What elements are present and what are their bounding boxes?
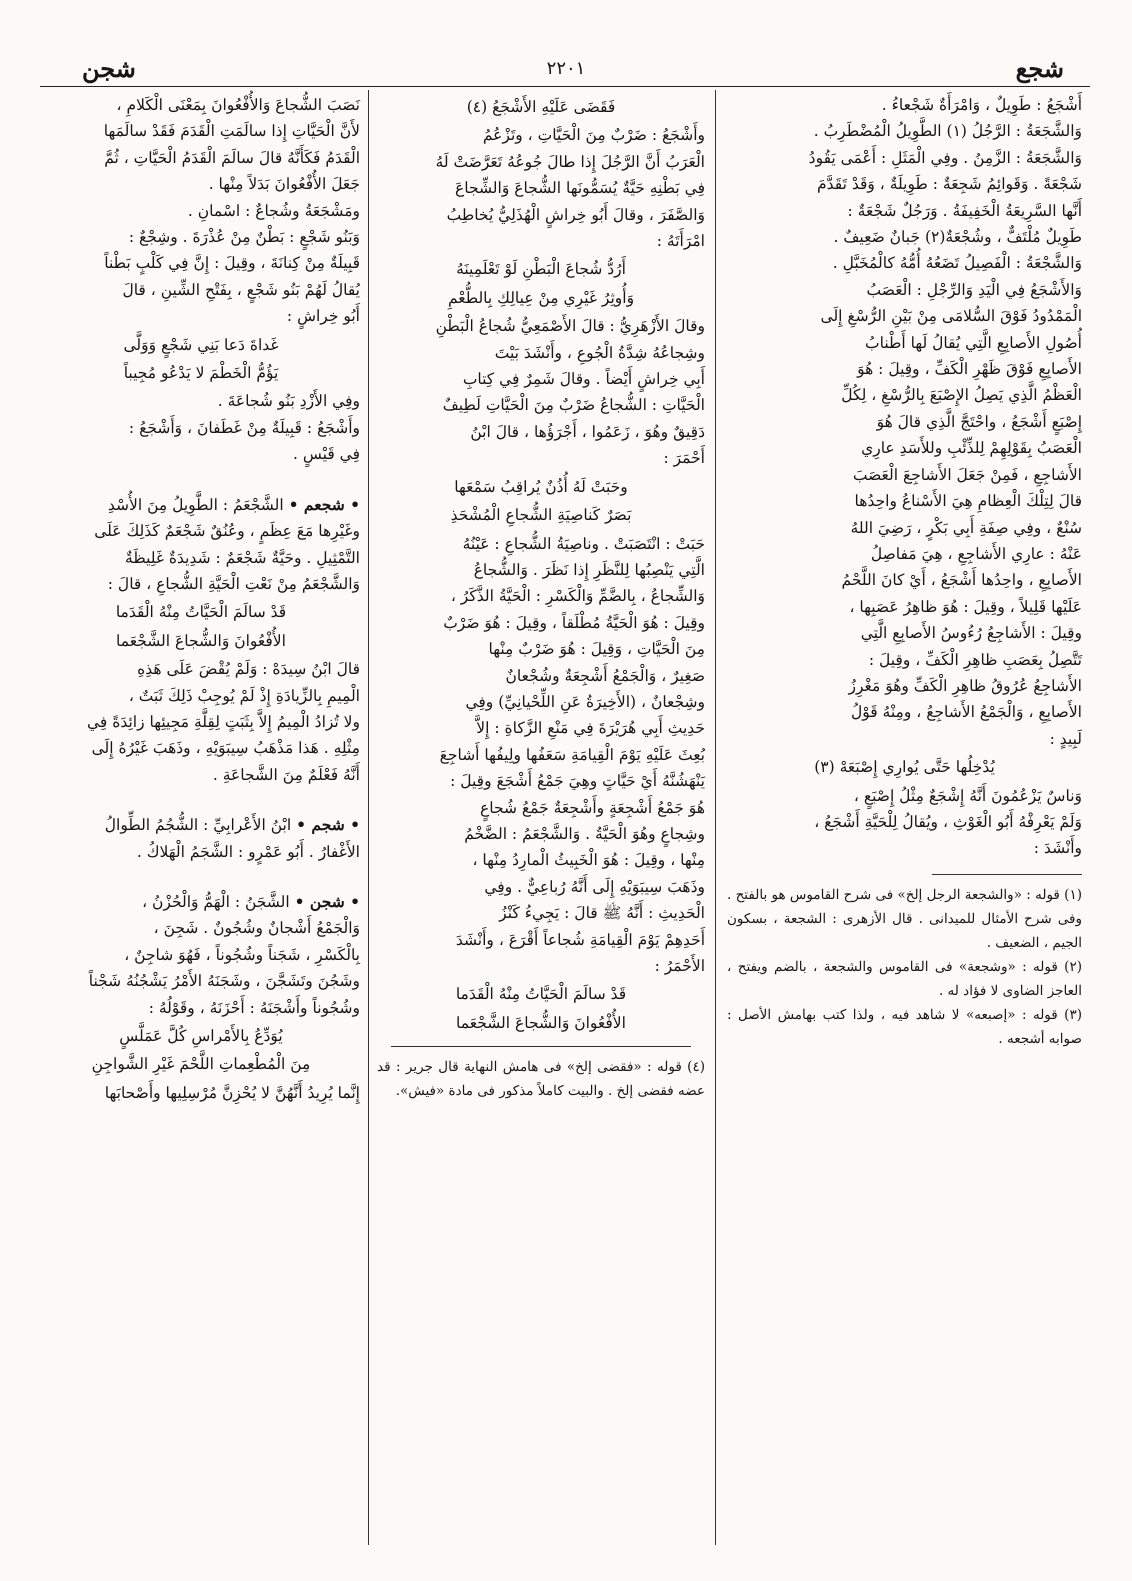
text-line: وشِجاعٍ وهُوَ الْحَيَّةُ . وَالشَّجْعَمُ : الضَّخْمُ <box>464 824 705 843</box>
text-line: الأَصابِعِ ، واحِدُها أَشْجَعُ ، أَيْ كانَ اللَّحْمُ <box>841 571 1082 590</box>
verse: قَدْ سالَمَ الْحَيَّاتُ مِنْهُ الْقَدَما <box>115 603 287 622</box>
text-line: قالَ ابْنُ سِيدَهْ : وَلَمْ يُقْضَ عَلَى هَذِهِ <box>137 660 360 679</box>
text-line: أَنَّها السَّرِيعَةُ الْخَفِيفَةُ . وَرَجُلٌ شَجْعَةٌ : <box>847 201 1082 220</box>
text-line: دَقِيقٌ وهُوَ ، زَعَمُوا ، أَجْرَؤُها ، قالَ ابْنُ <box>470 422 705 441</box>
text-line: وَالشَّجَعَةُ : الزَّمِنُ . وفِي الْمَثَلِ : أَعْمَى يَقُودُ <box>808 148 1082 167</box>
verse: قَدْ سالَمَ الْحَيَّاتُ مِنْهُ الْقَدَما <box>455 985 627 1004</box>
text-line: وشَجُنَ وتَشَجَّنَ ، وشَجَنَهُ الأَمْرُ يَشْجُنُهُ شَجْناً <box>88 972 360 991</box>
text-line: وأَنْشَدَ : <box>1033 839 1082 858</box>
text-line: هُوَ جَمْعُ أَشْجِعَةٍ وأَشْجِعَةٌ جَمْعُ شُجاعٍ <box>479 798 705 817</box>
verse: فَقَضَى عَلَيْهِ الأَشْجَعُ (٤) <box>466 98 616 116</box>
text-line: يَنْهَشُنَّهُ أَيْ حَيَّاتٍ وهِيَ جَمْعُ أَشْجَعَ وقِيلَ : <box>450 772 705 791</box>
entry-shjm <box>42 492 360 518</box>
text-line: وَالشِّجاعُ ، بِالضَّمِّ وَالْكَسْرِ : الْحَيَّةُ الذَّكَرُ ، <box>450 587 705 606</box>
text-line: وَناسٌ يَزْعُمُونَ أَنَّهُ إِشْجَعٌ مِثْلُ إِصْبَعٍ ، <box>853 786 1082 805</box>
verse: وحَبَتْ لَهُ أُذُنٌ يُراقِبُ سَمْعَها <box>454 477 628 496</box>
text-line: وشُجُوناً وأَشْجَنَهُ : أَحْزَنَهُ ، وقَوْلُهُ : <box>148 998 360 1017</box>
entry-text: الشَّجْعَمُ : الطَّوِيلُ مِنَ الأُسْدِ <box>107 495 284 514</box>
column-right-text <box>727 92 1082 752</box>
text-line: أَشْجَعُ : طَوِيلٌ ، وَامْرَأَةٌ شَجْعاءُ . <box>881 96 1082 114</box>
column-middle-text <box>377 122 705 254</box>
text-line: الأَصابِعِ ، وَالْجَمْعُ الأَشاجِعُ ، ومِنْهُ قَوْلُ <box>850 703 1082 722</box>
text-line: مِنْها ، وقِيلَ : هُوَ الْخَبِيثُ الْمارِدُ مِنْها ، <box>472 851 705 870</box>
text-line: وَالشَّجْعَةُ : الْفَصِيلُ تَضَعُهُ أُمُّهُ كالْمُخَبَّلِ . <box>832 254 1082 273</box>
text-line: حَبَتْ : انْتَصَبَتْ . وناصِيَةُ الشُّجاعِ : عَيْنُهُ <box>462 534 705 553</box>
text-line: طَوِيلٌ مُلْتَفٌّ ، وشُجْعَةٌ(٢) جَبانٌ ضَعِيفٌ . <box>833 228 1082 247</box>
text-line: ولا تُزادُ الْمِيمُ إِلاَّ بِثَبَتٍ لِقِلَّةِ مَجِيئِها زائِدَةً فِي <box>86 712 360 731</box>
page-number: ٢٢٠١ <box>546 58 586 79</box>
text-line: الَّتِي يَنْصِبُها لِلنَّظَرِ إِذا نَظَرَ . وَالشُّجاعُ <box>473 560 705 579</box>
verse: مِنَ الْمُطْعِماتِ اللَّحْمَ غَيْرِ الشَّواجِنِ <box>91 1055 311 1074</box>
text-line: جَعَلَ الأُفْعُوانَ بَدَلاً مِنْها . <box>208 175 360 194</box>
text-line: الأَصابِعِ فَوْقَ ظَهْرِ الْكَفِّ ، وقِيلَ : هُوَ <box>857 360 1082 379</box>
text-line: مِثْلِهِ . هَذا مَذْهَبُ سِيبَوَيْهِ ، وذَهَبَ غَيْرُهُ إِلَى <box>91 739 360 758</box>
verse: الأُفْعُوانَ وَالشُّجاعَ الشَّجْعَما <box>116 631 286 650</box>
text-line: مِنَ الْحَيَّاتِ ، وَقِيلَ : هُوَ ضَرْبٌ مِنْها <box>488 640 705 659</box>
text-line: وفِي الأَزْدِ بَنُو شُجاعَةَ . <box>217 392 360 411</box>
verse: أَرُدُّ شُجاعَ الْبَطْنِ لَوْ تَعْلَمِينَهُ <box>456 260 626 279</box>
text-line: قالَ لِتِلْكَ الْعِظامِ هِيَ الأَسْناعُ واحِدُها <box>854 492 1082 511</box>
page-header <box>40 52 1092 86</box>
text-line: وقِيلَ : هُوَ الْحَيَّةُ مُطْلَقاً ، وقِيلَ : هُوَ ضَرْبٌ <box>443 613 705 632</box>
column-divider-left <box>368 90 369 1545</box>
text-line: أَحْمَرَ : <box>663 449 705 468</box>
footnotes <box>727 883 1082 1051</box>
column-left-text-2 <box>42 388 360 467</box>
entry-shjm-text <box>42 518 360 597</box>
text-line: وَالشَّجْعَمُ مِنْ نَعْتِ الْحَيَّةِ الشُّجاعِ ، قالَ : <box>107 574 360 593</box>
entry-text: الشَّجَنُ : الْهَمُّ وَالْحُزْنُ ، <box>142 892 290 911</box>
footnote: (١) قوله : «والشجعة الرجل إلخ» فى شرح القاموس هو بالفتح . وفى شرح الأمثال للميدانى . قال الأزهرى : الشجعة ، بسكون الجيم ، الضعيف . <box>727 886 1082 951</box>
verse: يُوَدِّعُ بِالأَمْراسِ كُلَّ عَمَلَّسٍ <box>119 1027 283 1045</box>
text-line: فِي قَيْسٍ . <box>293 445 360 464</box>
footnote-rule <box>391 1046 691 1047</box>
text-line: الأَشاجِعِ ، فَمِنْ جَعَلَ الأَشاجِعَ الْعَصَبَ <box>852 465 1082 484</box>
text-line: وقِيلَ : الأَشاجِعُ رُءُوسُ الأَصابِعِ الَّتِي <box>860 624 1082 643</box>
entry-shjn <box>42 889 360 915</box>
column-middle-text-3 <box>377 531 705 980</box>
text-line: أَبِي خِراشٍ أَيْضاً . وقالَ شَمِرٌ فِي كِتابِ <box>462 370 705 389</box>
text-line: عَنْهُ : عارِي الأَشاجِعِ ، هِيَ مَفاصِلُ <box>870 544 1082 563</box>
column-left <box>42 92 360 1106</box>
verse: يَؤُمُّ الْخَطْمَ لا يَدْعُو مُجِيباً <box>123 364 279 383</box>
verse: بَصَرٌ كَناصِيَةِ الشُّجاعِ الْمُشْحَذِ <box>450 506 632 525</box>
entry-head: • شجن • <box>294 891 360 911</box>
text-line: وغَيْرِها مَعَ عِظَمٍ ، وعُنُقٌ شَجْعَمٌ كَذَلِكَ عَلَى <box>94 522 360 541</box>
verse: غَداةَ دَعا بَنِي شَجْعٍ وَوَلَّى <box>123 335 279 354</box>
text-line: تَتَّصِلُ بِعَصَبِ ظاهِرِ الْكَفِّ ، وقِيلَ : <box>868 650 1082 669</box>
column-right <box>727 92 1082 1051</box>
text-line: وشِجاعُهُ شِدَّةُ الْجُوعِ ، وأَنْشَدَ بَيْتَ <box>494 343 705 362</box>
text-line: أَحَدِهِمْ يَوْمَ الْقِيامَةِ شُجاعاً أَقْرَعَ ، وأَنْشَدَ <box>455 930 705 949</box>
footnote: (٢) قوله : «وشجعة» فى القاموس والشجعة ، بالضم ويفتح ، العاجز الضاوى لا فؤاد له . <box>727 958 1082 999</box>
entry-shjm3-text <box>42 839 360 865</box>
text-line: وقالَ الأَزْهَرِيُّ : قالَ الأَصْمَعِيُّ شُجاعُ الْبَطْنِ <box>435 317 705 336</box>
text-line: بِالْكَسْرِ ، شَجَناً وشُجُوناً ، فَهُوَ شاجِنٌ ، <box>124 945 360 964</box>
text-line: الْعَرَبُ أَنَّ الرَّجُلَ إِذا طالَ جُوعُهُ تَعَرَّضَتْ لَهُ <box>435 152 705 171</box>
text-line: الْعَصَبُ بِقَوْلِهِمْ لِلذِّئْبِ وللأَسَدِ عارِي <box>861 439 1082 458</box>
verse: يُدْخِلُها حَتَّى يُوارِي إِصْبَعَهْ (٣) <box>814 758 995 777</box>
text-line: بُعِثَ عَلَيْهِ يَوْمَ الْقِيامَةِ سَعَفُها ولِيفُها أَشاجِعَ <box>439 745 705 764</box>
text-line: سُنْعٌ ، وفِي صِفَةِ أَبِي بَكْرٍ ، رَضِيَ اللهُ <box>850 518 1082 537</box>
text-line: وأَشْجَعُ : قَبِيلَةٌ مِنْ غَطَفانَ ، وَأَشْجَعُ : <box>128 418 360 437</box>
text-line: الْحَيَّاتِ : الشُّجاعُ ضَرْبٌ مِنَ الْحَيَّاتِ لَطِيفٌ <box>442 396 705 415</box>
text-line: لَبِيدٍ : <box>1049 729 1082 748</box>
column-right-text-2 <box>727 783 1082 862</box>
text-line: عَلَيْها قَلِيلاً ، وقِيلَ : هُوَ ظاهِرُ عَصَبِها ، <box>849 597 1082 616</box>
entry-shjm3 <box>42 812 360 838</box>
text-line: وذَهَبَ سِيبَوَيْهِ إِلَى أَنَّهُ رُباعِيٌّ . وفِي <box>484 877 705 896</box>
column-left-text <box>42 92 360 330</box>
text-line: وأَشْجَعُ : ضَرْبٌ مِنَ الْحَيَّاتِ ، وتَزْعُمُ <box>482 126 705 145</box>
footnote: (٣) قوله : «إصبعه» لا شاهد فيه ، ولذا كتب بهامش الأصل : صوابه أشجعه . <box>727 1006 1082 1047</box>
entry-head: • شجم • <box>296 815 360 835</box>
footnote-rule <box>932 874 1082 875</box>
text-line: الأَحْمَرُ : <box>654 957 705 975</box>
text-line: وشِجْعانٌ ، (الأَخِيرَةُ عَنِ اللِّحْيانِيِّ) وفِي <box>465 692 705 711</box>
text-line: التَّمْثِيلِ . وحَيَّةٌ شَجْعَمٌ : شَدِيدَةٌ غَلِيظَةٌ <box>125 548 360 567</box>
verse: الأُفْعُوانَ وَالشُّجاعَ الشَّجْعَما <box>456 1013 626 1032</box>
text-line: وَالأَشْجَعُ فِي الْيَدِ وَالرِّجْلِ : الْعَصَبُ <box>866 280 1082 299</box>
text-line: الْمَمْدُودُ فَوْقَ السُّلامَى مِنْ بَيْنِ الرُّسْغِ إِلَى <box>820 307 1082 326</box>
header-keyword-right: شجع <box>1015 54 1064 83</box>
text-line: صَغِيرٌ ، وَالْجَمْعُ أَشْجِعَةٌ وشُجْعانٌ <box>505 666 705 685</box>
header-keyword-left: شجن <box>82 54 136 83</box>
text-line: شَجْعَةً . وَقَوائِمُ شَجِعَةٌ : طَوِيلَةٌ ، وَقَدْ تَقَدَّمَ <box>817 175 1082 194</box>
text-line: فِي بَطْنِهِ حَيَّةٌ يُسَمُّونَها الشُّجاعَ وَالشِّجاعَ <box>455 179 705 198</box>
text-line: إِنَّما يُرِيدُ أَنَّهُنَّ لا يُحْزِنَّ مُرْسِلِيها وأَصْحابَها <box>104 1083 360 1102</box>
verse: وَأُوثِرُ غَيْرِي مِنْ عِيالِكِ بِالطُّعْمِ <box>447 288 635 307</box>
text-line: وَالصَّفَرَ ، وقالَ أَبُو خِراشٍ الْهُذَلِيُّ يُخاطِبُ <box>446 205 705 224</box>
text-line: وَالْجَمْعُ أَشْجانٌ وشُجُونٌ . شَجِنَ ، <box>153 919 360 938</box>
text-line: الأَغْفارُ . أَبُو عَمْرٍو : الشَّجَمُ الْهَلاكُ . <box>136 842 360 861</box>
text-line: أَبُو خِراشٍ : <box>286 307 360 326</box>
text-line: أَنَّهُ فَعْلَمٌ مِنَ الشَّجاعَةِ . <box>212 765 360 784</box>
text-line: نَصَبَ الشُّجاعَ وَالأُفْعُوانَ بِمَعْنَى الْكَلامِ ، <box>116 96 360 114</box>
text-line: ومَشْجَعَةُ وشُجاعٌ : اسْمانِ . <box>187 201 360 220</box>
text-line: يُقالُ لَهُمْ بَنُو شَجْعٍ ، بِفَتْحِ الشِّينِ ، قالَ <box>122 280 360 299</box>
text-line: حَدِيثِ أَبِي هُرَيْرَةَ فِي مَنْعِ الزَّكاةِ : إِلاَّ <box>476 719 705 738</box>
column-divider-right <box>715 90 716 1545</box>
text-line: قَبِيلَةٌ مِنْ كِنانَةَ ، وقِيلَ : إِنَّ فِي كَلْبٍ بَطْناً <box>104 254 360 273</box>
entry-head: • شجعم • <box>288 494 360 514</box>
text-line: وَالشَّجَعَةُ : الرَّجُلُ (١) الطَّوِيلُ الْمُضْطَرِبُ . <box>813 122 1082 141</box>
entry-shjn-text <box>42 915 360 1021</box>
text-line: الْمِيمِ بِالزِّيادَةِ إِذْ لَمْ يُوجِبْ ذَلِكَ ثَبَتٌ ، <box>128 686 360 705</box>
entry-text: ابْنُ الأَعْرابِيِّ : الشُّجُمُ الطِّوالُ <box>104 816 292 835</box>
header-rule <box>40 86 1090 87</box>
text-line: الأَشاجِعُ عُرُوقُ ظاهِرِ الْكَفِّ وهُوَ مَغْرِزُ <box>848 676 1082 695</box>
text-line: أُصُولِ الأَصابِعِ الَّتِي يُقالُ لَها أَطْنابُ <box>865 333 1082 352</box>
text-line: الْعَظْمُ الَّذِي يَصِلُ الإِصْبَعَ بِالرُّسْغِ ، لِكُلِّ <box>841 386 1082 405</box>
text-line: الْحَدِيثِ : أَنَّهُ ﷺ قالَ : يَجِيءُ كَنْزُ <box>499 904 705 923</box>
text-line: وَبَنُو شَجْعٍ : بَطْنٌ مِنْ عُذْرَةَ . وشِجْعٌ : <box>128 228 360 247</box>
column-middle-text-2 <box>377 313 705 471</box>
text-line: لأَنَّ الْحَيَّاتِ إِذا سالَمَتِ الْقَدَمَ فَقَدْ سالَمَها <box>103 122 360 141</box>
text-line: الْقَدَمُ فَكَأَنَّهُ قالَ سالَمَ الْقَدَمُ الْحَيَّاتِ ، ثُمَّ <box>104 148 360 167</box>
footnote: (٤) قوله : «فقضى إلخ» فى هامش النهاية قال جرير : قد عضه فقضى إلخ . والبيت كاملاً مذكور فى مادة «فيش». <box>377 1059 705 1100</box>
text-line: وَلَمْ يَعْرِفْهُ أَبُو الْغَوْثِ ، ويُقالُ لِلْحَيَّةِ أَشْجَعُ ، <box>814 812 1082 831</box>
entry-shjm-text-2 <box>42 656 360 788</box>
column-middle <box>377 92 705 1103</box>
text-line: إِصْبَعٍ أَشْجَعُ ، واحْتَجَّ الَّذِي قالَ هُوَ <box>876 412 1082 431</box>
text-line: امْرَأَتَهُ : <box>656 232 705 251</box>
